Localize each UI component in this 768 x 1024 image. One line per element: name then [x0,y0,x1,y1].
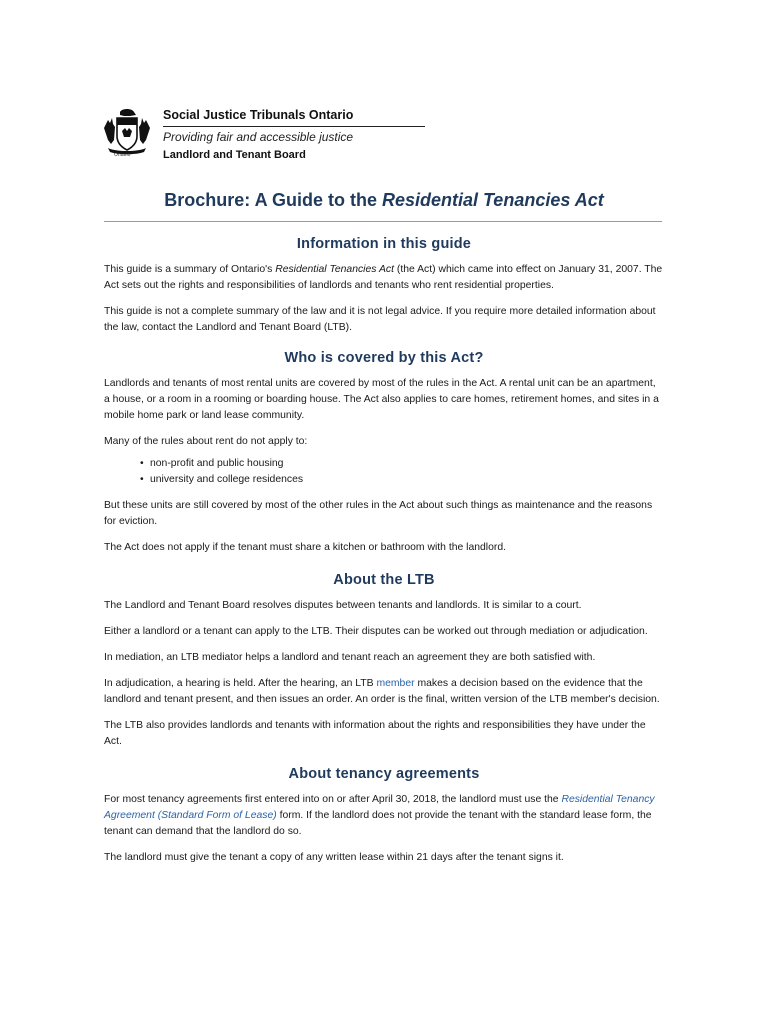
title-prefix: Brochure: A Guide to the [164,190,382,210]
title-divider [104,221,662,222]
covered-paragraph-3: But these units are still covered by most of the other rules in the Act about such things as maintenance and the reasons for eviction. [104,500,653,527]
info-p1-act-name: Residential Tenancies Act [275,264,394,275]
covered-paragraph-1: Landlords and tenants of most rental units are covered by most of the rules in the Act. A rental unit can be an apartment, a house, or a room in a rooming or boarding house. The Act also applies to care homes, retirement homes, and sites in a mobile home park or land lease community. [104,378,659,421]
info-paragraph-1 [104,262,664,294]
ltb-paragraph-5: The LTB also provides landlords and tenants with information about the rights and responsibilities they have under the Act. [104,720,646,747]
document-title [0,190,768,211]
org-name: Social Justice Tribunals Ontario [163,108,354,122]
org-divider [163,126,425,127]
heading-who-covered: Who is covered by this Act? [284,350,484,366]
info-p1-text-b: (the Act) which came into effect on January 31, 2007. The Act sets out the rights and responsibilities of landlords and tenants who rent residential properties. [104,264,663,291]
letterhead [100,104,430,164]
board-name: Landlord and Tenant Board [163,149,306,161]
ltb-paragraph-1: The Landlord and Tenant Board resolves disputes between tenants and landlords. It is similar to a court. [104,600,582,611]
ltb-paragraph-3: In mediation, an LTB mediator helps a landlord and tenant reach an agreement they are both satisfied with. [104,652,596,663]
covered-paragraph-4: The Act does not apply if the tenant must share a kitchen or bathroom with the landlord. [104,542,507,553]
crest-label: Ontario [114,152,131,158]
tenancy-p1-text-b: form. If the landlord does not provide the tenant with the standard lease form, the tenant can demand that the landlord do so. [104,810,652,837]
list-item: • university and college residences [150,472,664,488]
rent-exemptions-list [104,456,664,488]
document-body [104,236,664,866]
ltb-p4-text-b: makes a decision based on the evidence that the landlord and tenant present, and then issues an order. An order is the final, written version of the LTB member's decision. [104,678,660,705]
list-item: • non-profit and public housing [150,456,664,472]
info-paragraph-2: This guide is not a complete summary of the law and it is not legal advice. If you require more detailed information about the law, contact the Landlord and Tenant Board (LTB). [104,306,656,333]
covered-paragraph-2: Many of the rules about rent do not apply to: [104,436,308,447]
info-p1-text-a: This guide is a summary of Ontario's [104,264,276,275]
tenancy-p1-text-a: For most tenancy agreements first entered into on or after April 30, 2018, the landlord must use the [104,794,562,805]
heading-information: Information in this guide [296,236,472,252]
title-act-name: Residential Tenancies Act [381,190,604,210]
heading-tenancy-agreements: About tenancy agreements [288,766,480,782]
standard-lease-link[interactable]: Residential Tenancy Agreement (Standard Form of Lease) [104,794,655,821]
ltb-paragraph-2: Either a landlord or a tenant can apply to the LTB. Their disputes can be worked out through mediation or adjudication. [104,626,648,637]
ltb-p4-text-a: In adjudication, a hearing is held. After the hearing, an LTB [104,678,377,689]
tenancy-paragraph-2: The landlord must give the tenant a copy of any written lease within 21 days after the tenant signs it. [104,852,564,863]
tenancy-paragraph-1 [104,792,664,840]
ltb-paragraph-4 [104,676,664,708]
org-tagline: Providing fair and accessible justice [163,130,354,144]
heading-about-ltb: About the LTB [333,572,435,588]
member-link[interactable]: member [376,678,415,689]
